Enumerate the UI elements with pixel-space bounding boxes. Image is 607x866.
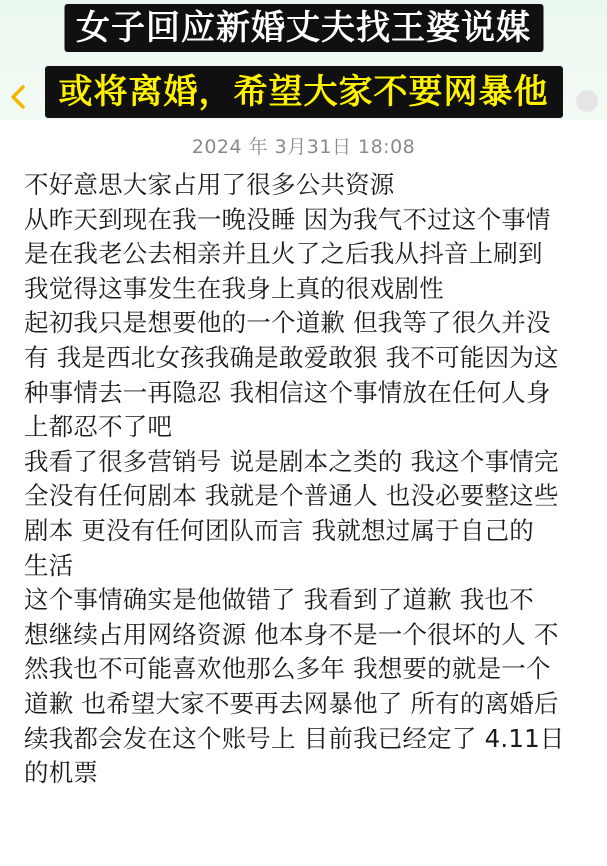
post-line: 我觉得这事发生在我身上真的很戏剧性: [24, 273, 444, 303]
post-line: 种事情去一再隐忍 我相信这个事情放在任何人身: [24, 377, 551, 407]
post-line: 全没有任何剧本 我就是个普通人 也没必要整这些: [24, 481, 559, 511]
post-line: 生活: [24, 550, 74, 580]
post-line: 这个事情确实是他做错了 我看到了道歉 我也不: [24, 585, 534, 615]
post-line: 续我都会发在这个账号上 目前我已经定了 4.11日: [24, 723, 565, 753]
post-line: 的机票: [24, 758, 99, 788]
post-line: 有 我是西北女孩我确是敢爱敢狠 我不可能因为这: [24, 342, 559, 372]
post-body: [24, 168, 596, 791]
post-line: 上都忍不了吧: [24, 412, 173, 442]
post-line: 想继续占用网络资源 他本身不是一个很坏的人 不: [24, 619, 559, 649]
chevron-left-icon: [9, 84, 27, 110]
post-line: 起初我只是想要他的一个道歉 但我等了很久并没: [24, 308, 551, 338]
post-line: 不好意思大家占用了很多公共资源: [24, 170, 395, 199]
post-line: 道歉 也希望大家不要再去网暴他了 所有的离婚后: [24, 688, 559, 718]
post-line: 是在我老公去相亲并且火了之后我从抖音上刷到: [24, 239, 543, 269]
headline-caption-1: 女子回应新婚丈夫找王婆说媒: [64, 4, 543, 52]
post-line: 剧本 更没有任何团队而言 我就想过属于自己的: [24, 515, 534, 545]
back-button[interactable]: [6, 82, 30, 112]
post-line: 我看了很多营销号 说是剧本之类的 我这个事情完: [24, 446, 559, 476]
post-line: 从昨天到现在我一晚没睡 因为我气不过这个事情: [24, 204, 551, 234]
headline-caption-2: 或将离婚，希望大家不要网暴他: [45, 66, 563, 118]
post-timestamp: 2024 年 3月31日 18:08: [191, 136, 416, 158]
post-line: 然我也不可能喜欢他那么多年 我想要的就是一个: [24, 654, 551, 684]
avatar[interactable]: [576, 90, 598, 112]
